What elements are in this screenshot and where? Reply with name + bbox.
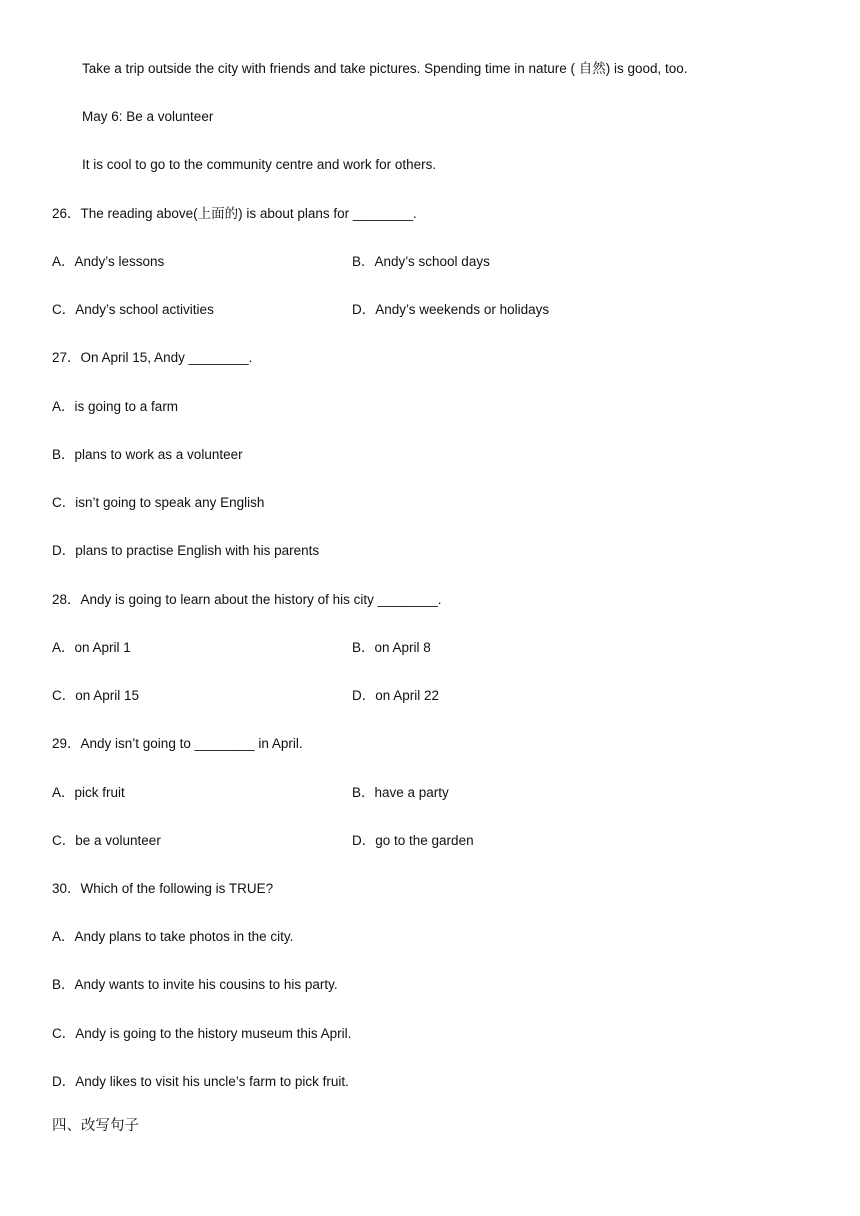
question-28-option-d: D．on April 22 [352, 688, 440, 703]
question-26-option-d: D．Andy’s weekends or holidays [352, 302, 550, 317]
question-27-option-b: B．plans to work as a volunteer [52, 447, 243, 462]
question-29-option-b: B．have a party [352, 785, 449, 800]
question-29-option-c: C．be a volunteer [52, 833, 161, 848]
question-30-stem: 30．Which of the following is TRUE? [52, 881, 274, 896]
question-28-option-a: A．on April 1 [52, 640, 131, 655]
passage-line: Take a trip outside the city with friends and take pictures. Spending time in nature ( 自然) is good, too. [82, 61, 688, 76]
question-30-option-d: D．Andy likes to visit his uncle’s farm to pick fruit. [52, 1074, 349, 1089]
question-28-option-b: B．on April 8 [352, 640, 431, 655]
question-29-option-a: A．pick fruit [52, 785, 125, 800]
question-26-option-a: A．Andy’s lessons [52, 254, 165, 269]
question-27-option-a: A．is going to a farm [52, 399, 179, 414]
question-29-option-d: D．go to the garden [352, 833, 474, 848]
question-29-stem: 29．Andy isn’t going to ________ in April. [52, 736, 303, 751]
question-28-stem: 28．Andy is going to learn about the history of his city ________. [52, 592, 442, 607]
question-26-stem: 26．The reading above(上面的) is about plans for ________. [52, 206, 417, 221]
question-30-option-b: B．Andy wants to invite his cousins to his party. [52, 977, 338, 992]
section-heading: 四、改写句子 [52, 1118, 139, 1134]
question-27-option-c: C．isn’t going to speak any English [52, 495, 265, 510]
question-27-option-d: D．plans to practise English with his parents [52, 543, 320, 558]
question-30-option-a: A．Andy plans to take photos in the city. [52, 929, 294, 944]
passage-subheading: May 6: Be a volunteer [82, 109, 214, 124]
question-26-option-b: B．Andy’s school days [352, 254, 490, 269]
question-30-option-c: C．Andy is going to the history museum this April. [52, 1026, 352, 1041]
question-28-option-c: C．on April 15 [52, 688, 140, 703]
question-27-stem: 27．On April 15, Andy ________. [52, 350, 253, 365]
passage-line: It is cool to go to the community centre and work for others. [82, 157, 437, 172]
question-26-option-c: C．Andy’s school activities [52, 302, 214, 317]
